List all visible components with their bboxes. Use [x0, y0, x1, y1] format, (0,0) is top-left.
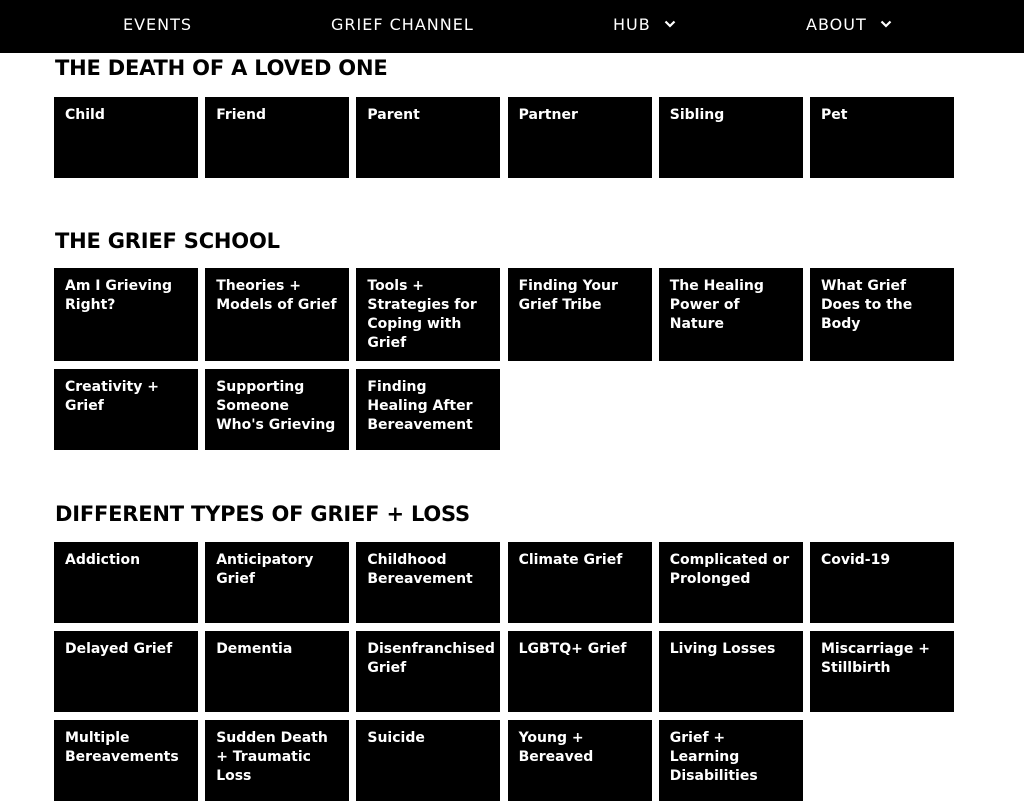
tile-finding-healing-after-bereavement[interactable]: Finding Healing After Bereavement — [356, 369, 500, 450]
tile-covid-19[interactable]: Covid-19 — [810, 542, 954, 623]
tile-complicated-or-prolonged[interactable]: Complicated or Prolonged — [659, 542, 803, 623]
tile-living-losses[interactable]: Living Losses — [659, 631, 803, 712]
tile-grief-learning-disabilities[interactable]: Grief + Learning Disabilities — [659, 720, 803, 801]
nav-grief-channel-label: GRIEF CHANNEL — [331, 15, 474, 34]
tile-finding-your-grief-tribe[interactable]: Finding Your Grief Tribe — [508, 268, 652, 361]
top-navigation — [0, 0, 1024, 53]
section-title-types-of-grief-loss: DIFFERENT TYPES OF GRIEF + LOSS — [55, 502, 470, 526]
tile-parent[interactable]: Parent — [356, 97, 500, 178]
tile-suicide[interactable]: Suicide — [356, 720, 500, 801]
grief-types-grid — [54, 542, 954, 801]
nav-hub[interactable] — [613, 0, 676, 50]
tile-tools-strategies-coping[interactable]: Tools + Strategies for Coping with Grief — [356, 268, 500, 361]
tile-addiction[interactable]: Addiction — [54, 542, 198, 623]
tile-child[interactable]: Child — [54, 97, 198, 178]
nav-hub-label: HUB — [613, 15, 651, 34]
section-title-grief-school: THE GRIEF SCHOOL — [55, 229, 280, 253]
grief-school-grid — [54, 268, 954, 450]
tile-young-bereaved[interactable]: Young + Bereaved — [508, 720, 652, 801]
tile-sudden-death-traumatic-loss[interactable]: Sudden Death + Traumatic Loss — [205, 720, 349, 801]
tile-sibling[interactable]: Sibling — [659, 97, 803, 178]
section-title-death-of-a-loved-one: THE DEATH OF A LOVED ONE — [55, 56, 388, 80]
tile-climate-grief[interactable]: Climate Grief — [508, 542, 652, 623]
loved-one-grid — [54, 97, 954, 178]
tile-am-i-grieving-right[interactable]: Am I Grieving Right? — [54, 268, 198, 361]
tile-multiple-bereavements[interactable]: Multiple Bereavements — [54, 720, 198, 801]
chevron-down-icon — [664, 20, 676, 28]
tile-healing-power-of-nature[interactable]: The Healing Power of Nature — [659, 268, 803, 361]
tile-childhood-bereavement[interactable]: Childhood Bereavement — [356, 542, 500, 623]
tile-what-grief-does-to-body[interactable]: What Grief Does to the Body — [810, 268, 954, 361]
tile-partner[interactable]: Partner — [508, 97, 652, 178]
tile-disenfranchised-grief[interactable]: Disenfranchised Grief — [356, 631, 500, 712]
tile-miscarriage-stillbirth[interactable]: Miscarriage + Stillbirth — [810, 631, 954, 712]
tile-delayed-grief[interactable]: Delayed Grief — [54, 631, 198, 712]
tile-friend[interactable]: Friend — [205, 97, 349, 178]
nav-grief-channel[interactable] — [331, 0, 474, 50]
nav-events-label: EVENTS — [123, 15, 193, 34]
nav-about[interactable] — [806, 0, 892, 50]
tile-supporting-someone-grieving[interactable]: Supporting Someone Who's Grieving — [205, 369, 349, 450]
nav-about-label: ABOUT — [806, 15, 867, 34]
tile-pet[interactable]: Pet — [810, 97, 954, 178]
tile-lgbtq-grief[interactable]: LGBTQ+ Grief — [508, 631, 652, 712]
tile-theories-models-of-grief[interactable]: Theories + Models of Grief — [205, 268, 349, 361]
tile-creativity-grief[interactable]: Creativity + Grief — [54, 369, 198, 450]
chevron-down-icon — [880, 20, 892, 28]
nav-events[interactable] — [123, 0, 192, 50]
tile-dementia[interactable]: Dementia — [205, 631, 349, 712]
tile-anticipatory-grief[interactable]: Anticipatory Grief — [205, 542, 349, 623]
